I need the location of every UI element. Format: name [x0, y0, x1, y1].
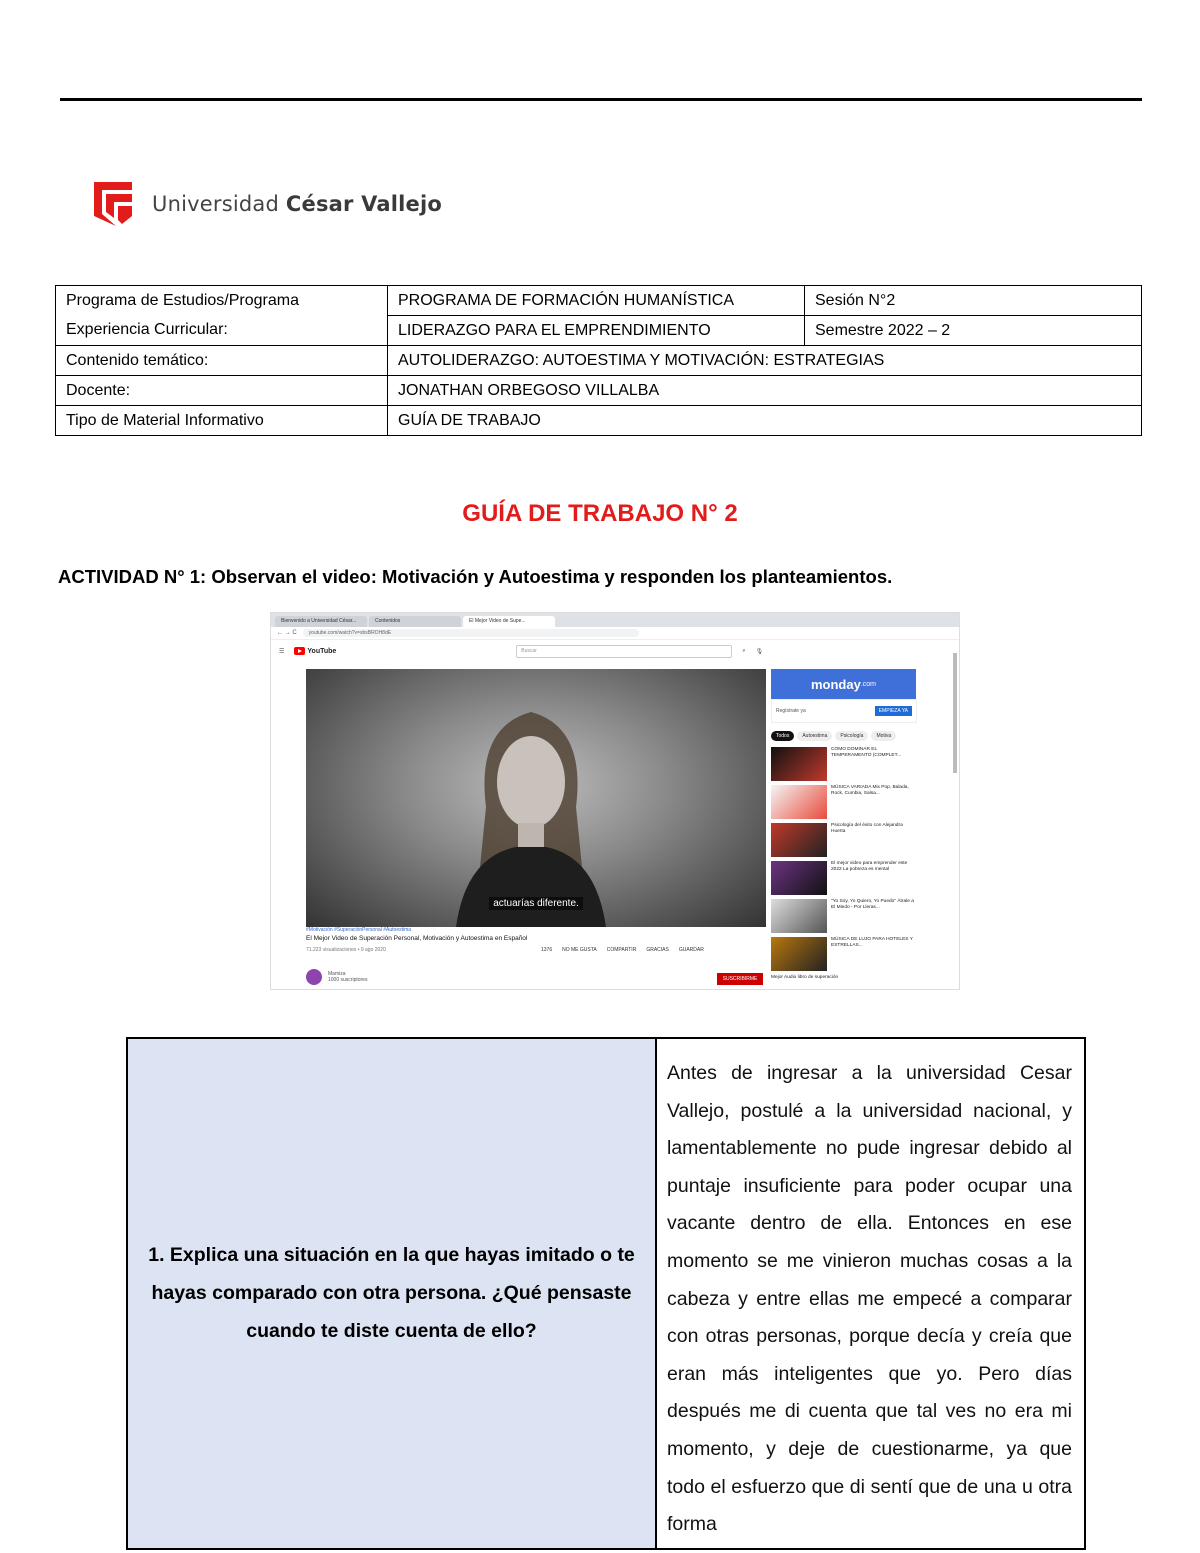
list-item[interactable]: Psicología del éxito con Alejandra Huerta — [771, 823, 917, 858]
info-extra: Semestre 2022 – 2 — [805, 316, 1142, 346]
video-thumbnail[interactable] — [771, 747, 827, 781]
ad-cta-button[interactable]: EMPIEZA YA — [875, 706, 912, 716]
list-item[interactable]: "Yo Soy, Yo Quiero, Yo Puedo" Átrale a El Miedo - Por Lleras... — [771, 899, 917, 934]
menu-icon[interactable]: ☰ — [279, 648, 285, 655]
youtube-logo[interactable]: YouTube — [294, 647, 336, 655]
browser-tab[interactable]: Bienvenido a Universidad César... — [275, 616, 367, 627]
info-extra: Sesión N°2 — [805, 286, 1142, 316]
channel-subs: 1000 suscriptores — [328, 977, 368, 983]
video-screenshot — [270, 612, 960, 990]
video-thumbnail[interactable] — [771, 861, 827, 895]
ad-banner[interactable]: monday .com — [771, 669, 916, 699]
info-label: Tipo de Material Informativo — [56, 406, 388, 436]
question-table — [126, 1037, 1086, 1550]
info-value: LIDERAZGO PARA EL EMPRENDIMIENTO — [388, 316, 805, 346]
video-actions — [541, 947, 704, 953]
activity-heading: ACTIVIDAD N° 1: Observan el video: Motivación y Autoestima y responden los planteamientos. — [58, 566, 893, 587]
video-hashtags[interactable]: #Motivación #SuperaciónPersonal #Autoestima — [306, 927, 412, 933]
question-cell: 1. Explica una situación en la que hayas imitado o te hayas comparado con otra persona. ¿Qué pensaste cuando te diste cuenta de ello? — [127, 1038, 656, 1549]
ucv-shield-icon — [92, 180, 134, 228]
list-item[interactable]: MÚSICA VARIADA Mix Pop, Balada, Rock, Cumbia, Salsa... — [771, 785, 917, 820]
info-value: JONATHAN ORBEGOSO VILLALBA — [388, 376, 1142, 406]
subscribe-button[interactable]: SUSCRIBIRME — [717, 973, 763, 985]
university-name: Universidad César Vallejo — [152, 192, 443, 216]
browser-tab[interactable]: El Mejor Video de Supe... — [463, 616, 555, 627]
chip[interactable]: Autoestima — [797, 731, 832, 741]
header-rule — [60, 98, 1142, 101]
filter-chips — [771, 731, 917, 741]
course-info-table — [55, 285, 1142, 436]
video-caption: actuarías diferente. — [306, 898, 766, 909]
channel-info — [306, 969, 367, 985]
video-title: El Mejor Video de Superación Personal, Motivación y Autoestima en Español — [306, 935, 528, 942]
nav-arrows-icon[interactable]: ← → C — [277, 630, 297, 636]
info-value: GUÍA DE TRABAJO — [388, 406, 1142, 436]
video-player[interactable] — [306, 669, 766, 927]
chip[interactable]: Motiva — [871, 731, 896, 741]
video-meta: 71.223 visualizaciones • 9 ago 2020 — [306, 947, 386, 953]
list-item[interactable]: MÚSICA DE LUJO PARA HOTELES Y ESTRELLAS... — [771, 937, 917, 972]
youtube-play-icon — [294, 647, 305, 655]
chip[interactable]: Psicología — [835, 731, 868, 741]
video-thumbnail[interactable] — [771, 785, 827, 819]
like-button[interactable]: 1376 — [541, 947, 553, 953]
browser-tab[interactable]: Contenidos — [369, 616, 461, 627]
info-value: PROGRAMA DE FORMACIÓN HUMANÍSTICA — [388, 286, 805, 316]
list-item[interactable]: COMO DOMINAR EL TEMPERAMENTO (COMPLET... — [771, 747, 917, 782]
address-bar — [271, 627, 959, 640]
youtube-header — [271, 640, 959, 662]
browser-tab-bar — [271, 613, 959, 627]
save-button[interactable]: GUARDAR — [678, 947, 704, 953]
channel-name[interactable]: Mamiza — [328, 971, 346, 977]
info-value: AUTOLIDERAZGO: AUTOESTIMA Y MOTIVACIÓN: ESTRATEGIAS — [388, 346, 1142, 376]
mic-icon[interactable]: 🎙 — [755, 648, 764, 655]
info-label: Docente: — [56, 376, 388, 406]
video-thumbnail[interactable] — [771, 899, 827, 933]
dislike-button[interactable]: NO ME GUSTA — [562, 947, 597, 953]
avatar[interactable] — [306, 969, 322, 985]
info-label: Contenido temático: — [56, 346, 388, 376]
video-thumbnail[interactable] — [771, 937, 827, 971]
list-item[interactable]: El mejor video para emprender este 2022 La pobreza es mental — [771, 861, 917, 896]
search-icon[interactable]: ⌕ — [742, 647, 746, 654]
scrollbar[interactable] — [953, 653, 957, 773]
url-field[interactable]: youtube.com/watch?v=sbsBROH8dE — [303, 629, 639, 637]
answer-cell: Antes de ingresar a la universidad Cesar Vallejo, postulé a la universidad nacional, y lamentablemente no pude ingresar debido al puntaje insuficiente para poder ocupar una vacante dentro de ella. Entonces en ese momento se me vinieron muchas cosas a la cabeza y entre ellas me empecé a comparar con otras personas, porque decía y creía que eran más inteligentes que yo. Pero días después me di cuenta que tal ves no era mi momento, y deje de cuestionarme, ya que todo el esfuerzo que di sentí que de una u otra forma — [656, 1038, 1085, 1549]
info-label: Experiencia Curricular: — [56, 316, 388, 346]
speaker-figure — [456, 687, 606, 927]
thanks-button[interactable]: GRACIAS — [646, 947, 669, 953]
chip[interactable]: Todos — [771, 731, 794, 741]
video-thumbnail[interactable] — [771, 823, 827, 857]
list-item[interactable]: Mejor Audio libro de superación — [771, 975, 839, 980]
youtube-search-input[interactable]: Buscar — [516, 645, 732, 658]
info-label: Programa de Estudios/Programa — [56, 286, 388, 316]
page-title: GUÍA DE TRABAJO N° 2 — [462, 500, 738, 527]
share-button[interactable]: COMPARTIR — [606, 947, 637, 953]
university-logo — [92, 180, 442, 228]
ad-row: Regístrate ya EMPIEZA YA — [771, 699, 917, 723]
sidebar-recommendations — [771, 669, 917, 981]
